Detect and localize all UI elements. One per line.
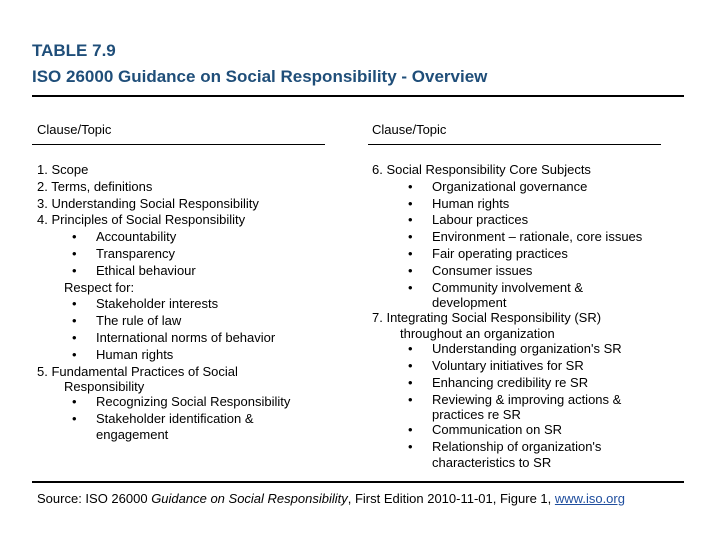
bullet-text: Transparency — [96, 245, 175, 261]
bullet-item — [37, 313, 290, 330]
bullet-item — [37, 263, 290, 280]
bullet-icon: • — [408, 245, 413, 261]
bullet-item-continued: practices re SR — [432, 407, 521, 423]
bullet-item — [37, 246, 290, 263]
bullet-item — [372, 392, 642, 409]
list-item: 7. Integrating Social Responsibility (SR) — [372, 310, 602, 326]
bullet-item — [37, 347, 290, 364]
bullet-icon: • — [72, 329, 77, 345]
bullet-text: Voluntary initiatives for SR — [432, 357, 584, 373]
bullet-text: Communication on SR — [432, 422, 563, 438]
bullet-text: Understanding organization's SR — [432, 341, 622, 357]
bullet-icon: • — [72, 411, 77, 427]
bullet-text: Environment – rationale, core issues — [432, 229, 643, 245]
bullet-icon: • — [408, 279, 413, 295]
bullet-icon: • — [408, 439, 413, 455]
list-item: 4. Principles of Social Responsibility — [37, 212, 246, 228]
bullet-icon: • — [408, 262, 413, 278]
bullet-text: International norms of behavior — [96, 329, 276, 345]
bullet-icon: • — [408, 341, 413, 357]
right-header-rule — [368, 144, 661, 145]
bottom-rule — [32, 481, 684, 483]
bullet-text: Community involvement & — [432, 279, 583, 295]
bullet-icon: • — [72, 346, 77, 362]
source-link[interactable]: www.iso.org — [554, 491, 625, 506]
bullet-item — [372, 246, 642, 263]
bullet-item — [37, 296, 290, 313]
right-column-header: Clause/Topic — [372, 122, 447, 137]
bullet-item — [372, 375, 642, 392]
source-details: , First Edition 2010-11-01, Figure 1, — [347, 491, 555, 506]
bullet-item-continued: engagement — [96, 426, 169, 442]
list-item: Respect for: — [64, 279, 135, 295]
bullet-text: Relationship of organization's — [432, 439, 602, 455]
bullet-text: The rule of law — [96, 313, 182, 329]
list-item: 3. Understanding Social Responsibility — [37, 195, 259, 211]
bullet-icon: • — [72, 394, 77, 410]
source-title: Guidance on Social Responsibility — [151, 491, 348, 506]
bullet-text: Labour practices — [432, 212, 529, 228]
bullet-item — [372, 229, 642, 246]
right-clause-list — [372, 162, 642, 470]
left-column-header: Clause/Topic — [37, 122, 112, 137]
list-item: 1. Scope — [37, 162, 89, 177]
bullet-icon: • — [408, 195, 413, 211]
list-item-continued: throughout an organization — [400, 326, 555, 342]
bullet-icon: • — [408, 391, 413, 407]
bullet-item — [372, 358, 642, 375]
bullet-icon: • — [72, 296, 77, 312]
bullet-item — [372, 439, 642, 456]
table-number: TABLE 7.9 — [32, 41, 116, 60]
bullet-item — [372, 212, 642, 229]
bullet-icon: • — [408, 357, 413, 373]
bullet-icon: • — [72, 245, 77, 261]
bullet-item — [37, 394, 290, 411]
top-rule — [32, 95, 684, 97]
list-item: 5. Fundamental Practices of Social — [37, 363, 238, 379]
bullet-icon: • — [408, 374, 413, 390]
bullet-text: Organizational governance — [432, 178, 588, 194]
table-title — [32, 38, 487, 90]
bullet-icon: • — [72, 262, 77, 278]
list-item: 6. Social Responsibility Core Subjects — [372, 162, 591, 177]
bullet-icon: • — [408, 229, 413, 245]
bullet-item-continued: characteristics to SR — [432, 454, 552, 470]
bullet-item — [372, 179, 642, 196]
bullet-item — [37, 330, 290, 347]
bullet-item — [372, 196, 642, 213]
bullet-text: Human rights — [432, 195, 510, 211]
bullet-text: Human rights — [96, 346, 174, 362]
bullet-text: Accountability — [96, 229, 177, 245]
bullet-text: Consumer issues — [432, 262, 533, 278]
bullet-item — [37, 229, 290, 246]
bullet-text: Reviewing & improving actions & — [432, 391, 622, 407]
bullet-text: Recognizing Social Responsibility — [96, 394, 291, 410]
list-item-continued: Responsibility — [64, 379, 145, 395]
bullet-item — [372, 341, 642, 358]
table-caption: ISO 26000 Guidance on Social Responsibility - Overview — [32, 67, 488, 86]
bullet-text: Ethical behaviour — [96, 262, 196, 278]
bullet-icon: • — [408, 422, 413, 438]
bullet-icon: • — [72, 229, 77, 245]
bullet-item — [37, 411, 290, 428]
list-item: 2. Terms, definitions — [37, 178, 153, 194]
bullet-item — [372, 263, 642, 280]
bullet-item — [372, 422, 642, 439]
bullet-icon: • — [408, 178, 413, 194]
bullet-icon: • — [72, 313, 77, 329]
left-header-rule — [32, 144, 325, 145]
bullet-text: Enhancing credibility re SR — [432, 374, 589, 390]
source-note — [37, 491, 625, 506]
bullet-text: Stakeholder interests — [96, 296, 219, 312]
bullet-item-continued: development — [432, 295, 507, 311]
source-prefix: Source: ISO 26000 — [37, 491, 152, 506]
bullet-item — [372, 280, 642, 297]
bullet-icon: • — [408, 212, 413, 228]
left-clause-list — [37, 162, 290, 442]
bullet-text: Stakeholder identification & — [96, 411, 254, 427]
bullet-text: Fair operating practices — [432, 245, 568, 261]
